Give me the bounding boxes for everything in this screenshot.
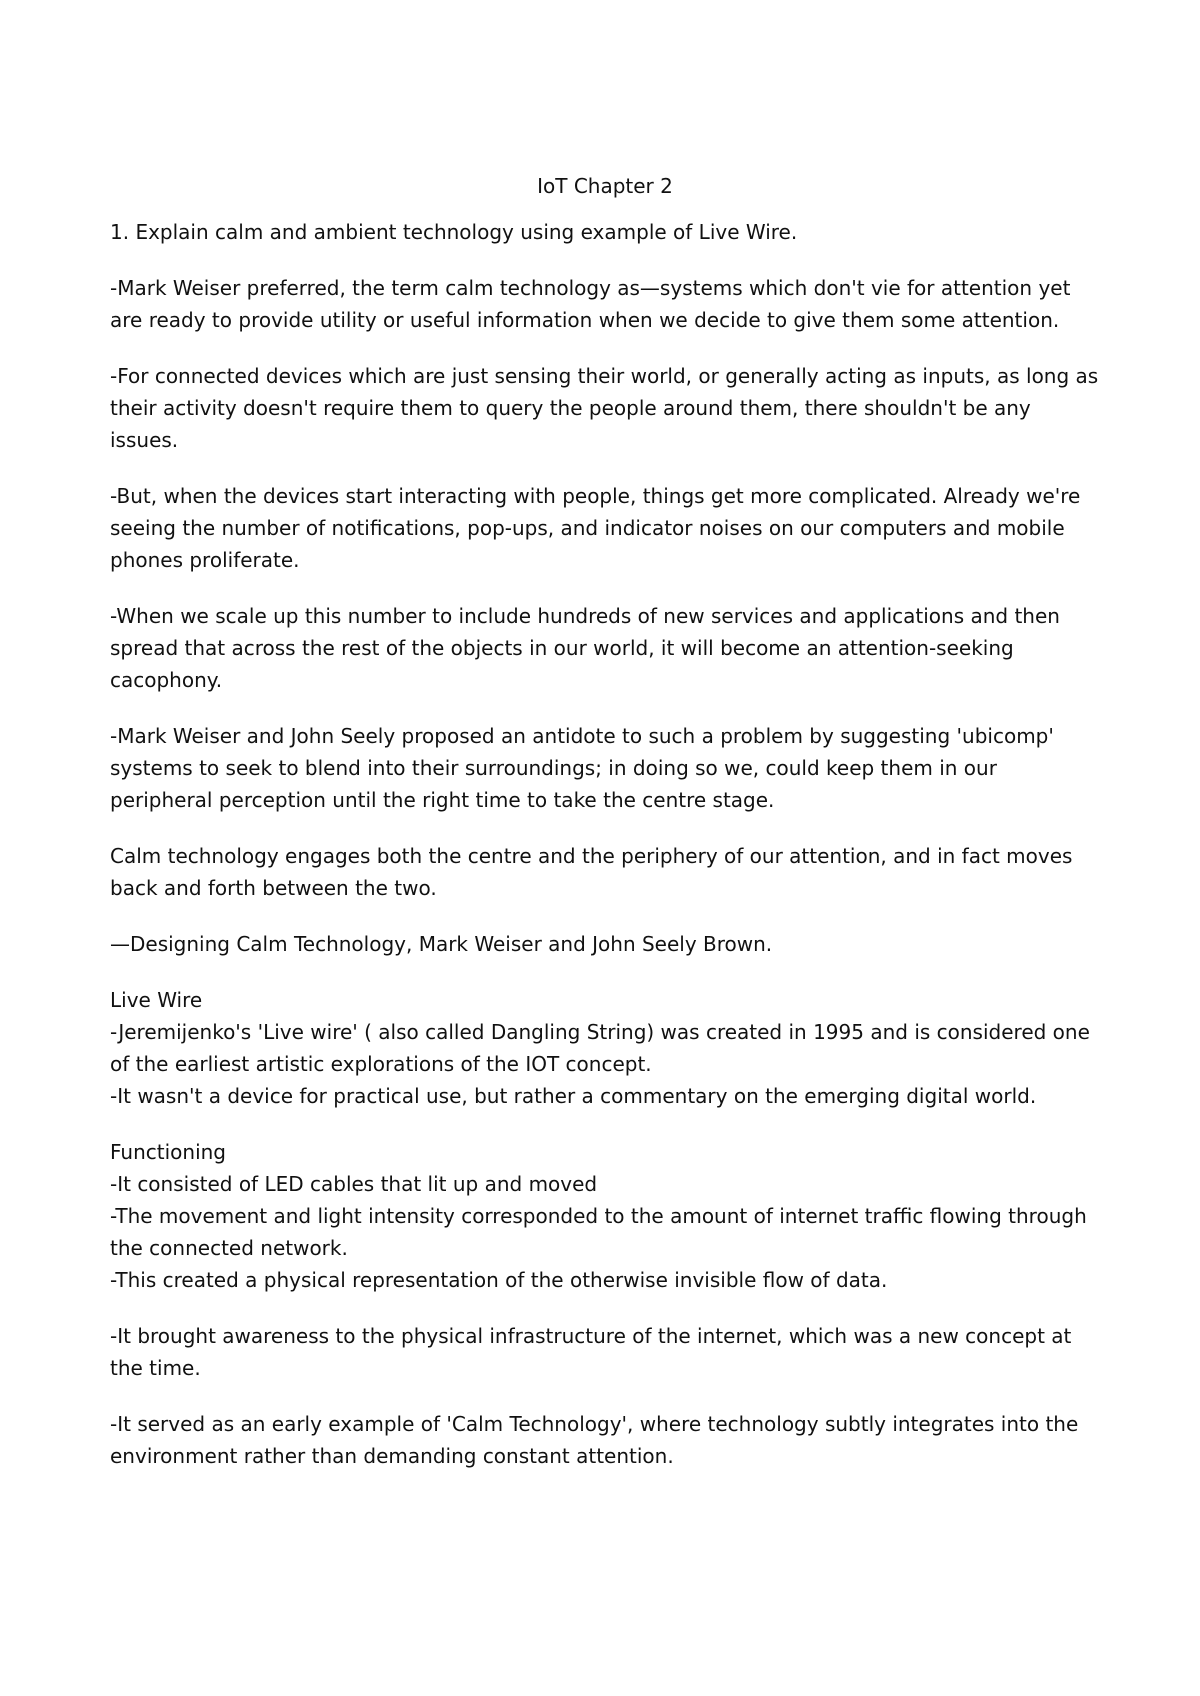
quote-attribution: —Designing Calm Technology, Mark Weiser and John Seely Brown. <box>110 932 773 956</box>
paragraph: -But, when the devices start interacting with people, things get more complicated. Already we're seeing the number of notifications, pop-ups, and indicator noises on our computers and mobile phones proliferate. <box>110 484 1081 572</box>
paragraph: -Mark Weiser and John Seely proposed an antidote to such a problem by suggesting 'ubicomp' systems to seek to blend into their surroundings; in doing so we, could keep them in our peripheral perception until the right time to take the centre stage. <box>110 724 1054 812</box>
section-line: -It consisted of LED cables that lit up and moved <box>110 1172 598 1196</box>
question: 1. Explain calm and ambient technology using example of Live Wire. <box>110 220 798 244</box>
paragraph: -For connected devices which are just sensing their world, or generally acting as inputs, as long as their activity doesn't require them to query the people around them, there shouldn't be any issues. <box>110 364 1099 452</box>
paragraph: -Mark Weiser preferred, the term calm technology as—systems which don't vie for attention yet are ready to provide utility or useful information when we decide to give them some attention. <box>110 276 1071 332</box>
section-line: -The movement and light intensity corresponded to the amount of internet traffic flowing through the connected network. <box>110 1204 1087 1260</box>
document-title: IoT Chapter 2 <box>537 174 673 198</box>
section-heading: Functioning <box>110 1140 226 1164</box>
paragraph: -When we scale up this number to include hundreds of new services and applications and then spread that across the rest of the objects in our world, it will become an attention-seeking cacophony. <box>110 604 1060 692</box>
functioning-section <box>110 1136 1100 1296</box>
section-line: -It wasn't a device for practical use, but rather a commentary on the emerging digital world. <box>110 1084 1037 1108</box>
quote-paragraph: Calm technology engages both the centre and the periphery of our attention, and in fact moves back and forth between the two. <box>110 844 1073 900</box>
document-body <box>110 170 1100 1496</box>
paragraph: -It served as an early example of 'Calm Technology', where technology subtly integrates into the environment rather than demanding constant attention. <box>110 1412 1079 1468</box>
live-wire-section <box>110 984 1100 1112</box>
section-heading: Live Wire <box>110 988 203 1012</box>
paragraph: -It brought awareness to the physical infrastructure of the internet, which was a new concept at the time. <box>110 1324 1072 1380</box>
section-line: -This created a physical representation of the otherwise invisible flow of data. <box>110 1268 888 1292</box>
section-line: -Jeremijenko's 'Live wire' ( also called Dangling String) was created in 1995 and is considered one of the earliest artistic explorations of the IOT concept. <box>110 1020 1090 1076</box>
